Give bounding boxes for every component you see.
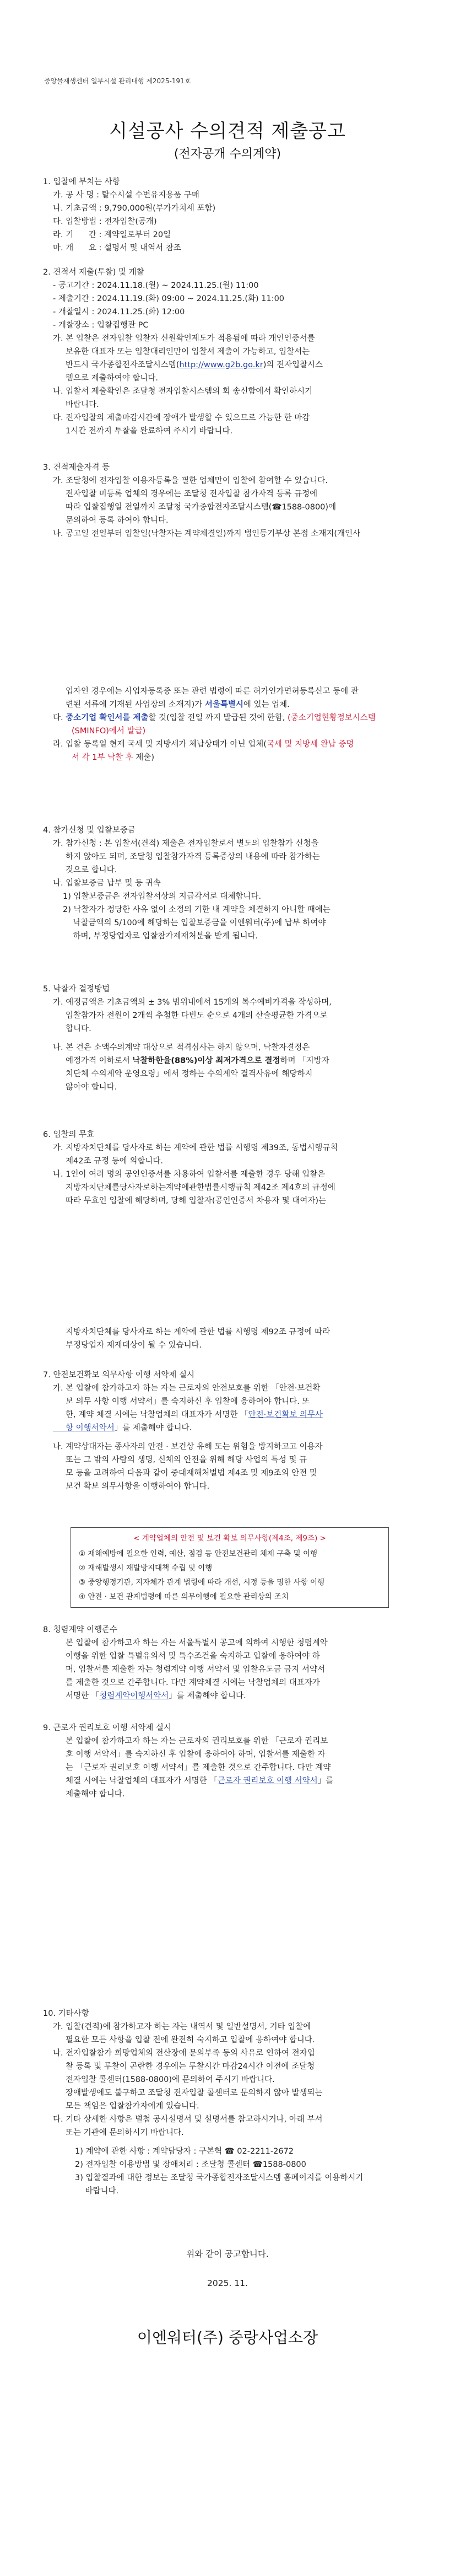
s7-ga: 가. 본 입찰에 참가하고자 하는 자는 근로자의 안전보호를 위한 「안전·보건확 xyxy=(53,1384,321,1393)
issuer-signature: 이엔워터(주) 중랑사업소장 xyxy=(137,2328,318,2347)
section-4-heading: 4. 참가신청 및 입찰보증금 xyxy=(43,826,136,835)
s10-da: 또는 기관에 문의하시기 바랍니다. xyxy=(53,2128,184,2137)
s3-ga: 문의하여 등록 하여야 합니다. xyxy=(53,516,169,525)
s5-ga: 가. 예정금액은 기초금액의 ± 3% 범위내에서 15개의 복수예비가격을 작성하며, xyxy=(53,998,332,1007)
s2-ga: 가. 본 입찰은 전자입찰 입찰자 신원확인제도가 적용됨에 따라 개인인증서를 xyxy=(53,334,315,343)
s3-da: (SMINFO)에서 발급) xyxy=(72,727,146,736)
s2-schedule: - 공고기간 : 2024.11.18.(월) ~ 2024.11.25.(월) 11:00 xyxy=(53,281,259,290)
s1-line: 나. 기초금액 : 9,790,000원(부가가치세 포함) xyxy=(53,204,216,213)
s4-ga: 하지 않아도 되며, 조달청 입찰참가자격 등록증상의 내용에 따라 참가하는 xyxy=(53,852,320,861)
s3-ra: 서 각 1부 낙찰 후 제출) xyxy=(72,753,154,762)
s5-na: 예정가격 이하로서 낙찰하한율(88%)이상 최저가격으로 결정하며 「지방자 xyxy=(53,1056,329,1065)
box-title: < 계약업체의 안전 및 보건 확보 의무사항(제4조, 제9조) > xyxy=(133,1534,326,1543)
s3-ra: 라. 입찰 등록일 현재 국세 및 지방세가 체납상태가 아닌 업체(국세 및 지방세 완납 증명 xyxy=(53,740,354,749)
section-1-heading: 1. 입찰에 부치는 사항 xyxy=(43,178,120,186)
s1-line: 마. 개 요 : 설명서 및 내역서 참조 xyxy=(53,244,181,253)
s10-na: 전자입찰 콜센터(1588-0800)에 문의하여 주시기 바랍니다. xyxy=(53,2075,275,2084)
s2-schedule: - 개찰일시 : 2024.11.25.(화) 12:00 xyxy=(53,308,185,316)
s3-ga: 가. 조달청에 전자입찰 이용자등록을 필한 업체만이 입찰에 참여할 수 있습니다. xyxy=(53,476,328,485)
section-7 xyxy=(43,1368,412,1493)
box-item: ④ 안전 · 보건 관계법령에 따른 의무이행에 필요한 관리상의 조치 xyxy=(79,1592,289,1601)
document-number: 중앙물재생센터 일부시설 관리대행 제2025-191호 xyxy=(44,77,191,85)
section-7-heading: 7. 안전보건확보 의무사항 이행 서약제 실시 xyxy=(43,1371,194,1380)
s8-line: 서명한 「청렴계약이행서약서」를 제출해야 합니다. xyxy=(53,1692,246,1700)
section-3-heading: 3. 견적제출자격 등 xyxy=(43,463,110,472)
s6-na: 지방자치단체를당사자로하는계약에관한법률시행규칙 제42조 제4호의 규정에 xyxy=(53,1183,335,1192)
section-8-heading: 8. 청렴계약 이행준수 xyxy=(43,1625,118,1634)
s3-na: 업자인 경우에는 사업자등록증 또는 관련 법령에 따른 허가인가면허등록신고 등에 관 xyxy=(53,687,359,696)
s7-ga: 한, 계약 체결 시에는 낙찰업체의 대표자가 서명한 「안전·보건확보 의무사 xyxy=(53,1410,323,1419)
s8-line: 를 제출한 것으로 간주합니다. 다만 계약체결 시에는 낙찰업체의 대표자가 xyxy=(53,1678,320,1687)
section-5 xyxy=(43,983,412,1094)
s6-na: 따라 무효인 입찰에 해당하며, 당해 입찰자(공인인증서 차용자 및 대여자)는 xyxy=(53,1196,327,1205)
s4-na: 나. 입찰보증금 납부 및 등 귀속 xyxy=(53,879,161,888)
s6-na: 나. 1인이 여러 명의 공인인증서를 차용하여 입찰서를 제출한 경우 당해 입찰은 xyxy=(53,1170,326,1179)
s7-ga: 보 의무 사항 이행 서약서」를 숙지하신 후 입찰에 응하여야 합니다. 또 xyxy=(53,1397,310,1406)
section-3 xyxy=(43,461,412,540)
s7-na: 보건 확보 의무사항을 이행하여야 합니다. xyxy=(53,1482,210,1491)
s7-ga: 항 이행서약서」를 제출해야 합니다. xyxy=(53,1424,192,1432)
safety-obligations-box xyxy=(71,1527,389,1608)
s4-na-item: 2) 낙찰자가 정당한 사유 없이 소정의 기한 내 계약을 체결하지 아니할 때에는 xyxy=(63,905,331,914)
worker-rights-pledge-link[interactable]: 근로자 권리보호 이행 서약서 xyxy=(217,1777,318,1785)
s2-ga: 보유한 대표자 또는 입찰대리인만이 입찰서 제출이 가능하고, 입찰서는 xyxy=(53,347,310,356)
section-6 xyxy=(43,1128,412,1208)
s4-ga: 가. 참가신청 : 본 입찰서(견적) 제출은 전자입찰로서 별도의 입찰참가 신청을 xyxy=(53,839,319,848)
s2-ga: 템으로 제출하여야 합니다. xyxy=(53,374,158,383)
s4-ga: 것으로 합니다. xyxy=(53,866,117,874)
s5-na: 나. 본 건은 소액수의계약 대상으로 적격심사는 하지 않으며, 낙찰자결정은 xyxy=(53,1043,310,1052)
s2-da: 다. 전자입찰의 제출마감시간에 장애가 발생할 수 있으므로 가능한 한 마감 xyxy=(53,414,310,422)
s2-schedule: - 제출기간 : 2024.11.19.(화) 09:00 ~ 2024.11.25.(화) 11:00 xyxy=(53,294,285,303)
s10-contact: 바랍니다. xyxy=(75,2187,119,2196)
section-3-continued xyxy=(43,685,412,764)
s1-line: 다. 입찰방법 : 전자입찰(공개) xyxy=(53,217,157,226)
integrity-pledge-link[interactable]: 청렴계약이행서약서 xyxy=(99,1692,169,1700)
section-2 xyxy=(43,266,412,438)
s4-na-item: 낙찰금액의 5/100에 해당하는 입찰보증금을 이엔워터(주)에 납부 하여야 xyxy=(63,919,326,927)
section-9 xyxy=(43,1721,412,1801)
s6-na: 부정당업자 제재대상이 될 수 있습니다. xyxy=(53,1341,202,1350)
box-item: ① 재해예방에 필요한 인력, 예산, 점검 등 안전보건관리 체제 구축 및 이행 xyxy=(79,1549,318,1558)
s3-da: 다. 중소기업 확인서를 제출할 것(입찰 전일 까지 발급된 것에 한함, (중소기업현황정보시스템 xyxy=(53,713,376,722)
safety-pledge-link[interactable]: 안전·보건확보 의무사 xyxy=(248,1410,323,1419)
s6-ga: 제42조 규정 등에 의합니다. xyxy=(53,1157,164,1166)
s2-na: 나. 입찰서 제출확인은 조달청 전자입찰시스템의 회 송신함에서 확인하시기 xyxy=(53,387,313,396)
s6-na: 지방자치단체를 당사자로 하는 계약에 관한 법률 시행령 제92조 규정에 따라 xyxy=(53,1328,331,1337)
s1-line: 가. 공 사 명 : 탈수시설 수변유지용품 구매 xyxy=(53,191,199,200)
s7-na: 또는 그 밖의 사람의 생명, 신체의 안전을 위해 해당 사업의 특성 및 규 xyxy=(53,1456,307,1464)
s10-ga: 가. 입찰(견적)에 참가하고자 하는 자는 내역서 및 일반설명서, 기타 입찰에 xyxy=(53,2022,311,2031)
section-8 xyxy=(43,1623,412,1703)
s2-ga: 반드시 국가종합전자조달시스템(http://www.g2b.go.kr)의 전자입찰시스 xyxy=(53,361,323,369)
s5-ga: 합니다. xyxy=(53,1024,91,1033)
notice-subtitle: (전자공개 수의계약) xyxy=(174,147,281,161)
section-1 xyxy=(43,175,412,255)
section-10-heading: 10. 기타사항 xyxy=(43,2009,89,2018)
s5-na: 않아야 합니다. xyxy=(53,1083,117,1092)
s7-na: 나. 계약상대자는 종사자의 안전 · 보건상 유해 또는 위험을 방지하고고 이용자 xyxy=(53,1442,323,1451)
s8-line: 이행을 위한 입찰 특별유의서 및 특수조건을 숙지하고 입찰에 응하여야 하 xyxy=(53,1652,320,1661)
s2-schedule: - 개찰장소 : 입찰집행관 PC xyxy=(53,321,149,330)
notice-date: 2025. 11. xyxy=(207,2278,248,2288)
s10-na: 장애발생에도 불구하고 조달청 전자입찰 콜센터로 문의하지 않아 발생되는 xyxy=(53,2089,323,2097)
section-6-heading: 6. 입찰의 무효 xyxy=(43,1130,95,1139)
s9-line: 호 이행 서약서」를 숙지하신 후 입찰에 응하여야 하며, 입찰서를 제출한 자 xyxy=(53,1750,326,1759)
s3-ga: 따라 입찰집행일 전일까지 조달청 국가종합전자조달시스템(☎1588-0800)에 xyxy=(53,503,337,512)
box-item: ③ 중앙행정기관, 지자체가 관계 법령에 따라 개선, 시정 등을 명한 사항 이행 xyxy=(79,1578,325,1587)
notice-title: 시설공사 수의견적 제출공고 xyxy=(109,120,346,142)
s9-line: 체결 시에는 낙찰업체의 대표자가 서명한 「근로자 권리보호 이행 서약서」를 xyxy=(53,1777,334,1785)
s6-ga: 가. 지방자치단체를 당사자로 하는 계약에 관한 법률 시행령 제39조, 동법시행규칙 xyxy=(53,1144,338,1152)
section-4 xyxy=(43,824,412,943)
s10-na: 나. 전자입찰참가 희망업체의 전산장애 문의부족 등의 사유로 인하여 전자입 xyxy=(53,2049,315,2058)
s10-da: 다. 기타 상세한 사항은 별첨 공사설명서 및 설명서를 참고하시거나, 아래 부서 xyxy=(53,2115,323,2124)
s8-line: 본 입찰에 참가하고자 하는 자는 서울특별시 공고에 의하여 시행한 청렴계약 xyxy=(53,1639,328,1647)
section-6-continued xyxy=(43,1325,412,1352)
s10-contact: 2) 전자입찰 이용방법 및 장애처리 : 조달청 콜센터 ☎1588-0800 xyxy=(75,2160,306,2169)
s10-na: 모든 책임은 입찰참가자에게 있습니다. xyxy=(53,2102,199,2111)
s3-na: 나. 공고일 전일부터 입찰일(낙찰자는 계약체결일)까지 법인등기부상 본점 소재지(개인사 xyxy=(53,529,361,538)
s9-line: 본 입찰에 참가하고자 하는 자는 근로자의 권리보호를 위한 「근로자 권리보 xyxy=(53,1737,328,1746)
s2-da: 1시간 전까지 투찰을 완료하여 주시기 바랍니다. xyxy=(53,427,233,436)
s2-na: 바랍니다. xyxy=(53,400,99,409)
s4-na-item: 하며, 부정당업자로 입찰참가제재처분을 받게 됩니다. xyxy=(63,932,258,941)
s9-line: 는 「근로자 권리보호 이행 서약서」를 제출한 것으로 간주합니다. 다만 계약 xyxy=(53,1763,331,1772)
s1-line: 라. 기 간 : 계약일로부터 20일 xyxy=(53,230,171,239)
s9-line: 제출해야 합니다. xyxy=(53,1790,125,1799)
s3-na: 련된 서류에 기재된 사업장의 소재지)가 서울특별시에 있는 업체. xyxy=(53,700,290,709)
section-9-heading: 9. 근로자 권리보호 이행 서약제 실시 xyxy=(43,1724,171,1732)
section-2-heading: 2. 견적서 제출(투찰) 및 개찰 xyxy=(43,268,144,277)
s4-na-item: 1) 입찰보증금은 전자입찰서상의 지급각서로 대체합니다. xyxy=(63,892,262,901)
s10-na: 찰 등록 및 투찰이 곤란한 경우에는 투찰시간 마감24시간 이전에 조달청 xyxy=(53,2062,315,2071)
g2b-link[interactable]: http://www.g2b.go.kr xyxy=(179,361,263,369)
s10-contact: 1) 계약에 관한 사항 : 계약담당자 : 구본혁 ☎ 02-2211-2672 xyxy=(75,2147,294,2156)
s7-na: 모 등을 고려하여 다음과 같이 중대재해처벌법 제4조 및 제9조의 안전 및 xyxy=(53,1469,317,1478)
s5-na: 치단체 수의계약 운영요령」에서 정하는 수의계약 결격사유에 해당하지 xyxy=(53,1070,313,1078)
closing-statement: 위와 같이 공고합니다. xyxy=(186,2249,269,2259)
s5-ga: 입찰참가자 전원이 2개씩 추첨한 다빈도 순으로 4개의 산술평균한 가격으로 xyxy=(53,1011,328,1020)
s10-contact: 3) 입찰결과에 대한 정보는 조달청 국가종합전자조달시스템 홈페이지를 이용하시기 xyxy=(75,2174,364,2182)
safety-pledge-link[interactable]: 항 이행서약서 xyxy=(53,1424,115,1432)
s10-ga: 필요한 모든 사항을 입찰 전에 완전히 숙지하고 입찰에 응하여야 합니다. xyxy=(53,2036,315,2044)
s8-line: 며, 입찰서를 제출한 자는 청렴계약 이행 서약서 및 입찰유도금 금지 서약서 xyxy=(53,1665,325,1674)
box-item: ② 재해발생시 재발방지대책 수립 및 이행 xyxy=(79,1564,213,1573)
section-10 xyxy=(43,2007,412,2198)
section-5-heading: 5. 낙찰자 결정방법 xyxy=(43,985,110,994)
s3-ga: 전자입찰 미등록 업체의 경우에는 조달청 전자입찰 참가자격 등록 규정에 xyxy=(53,490,318,498)
